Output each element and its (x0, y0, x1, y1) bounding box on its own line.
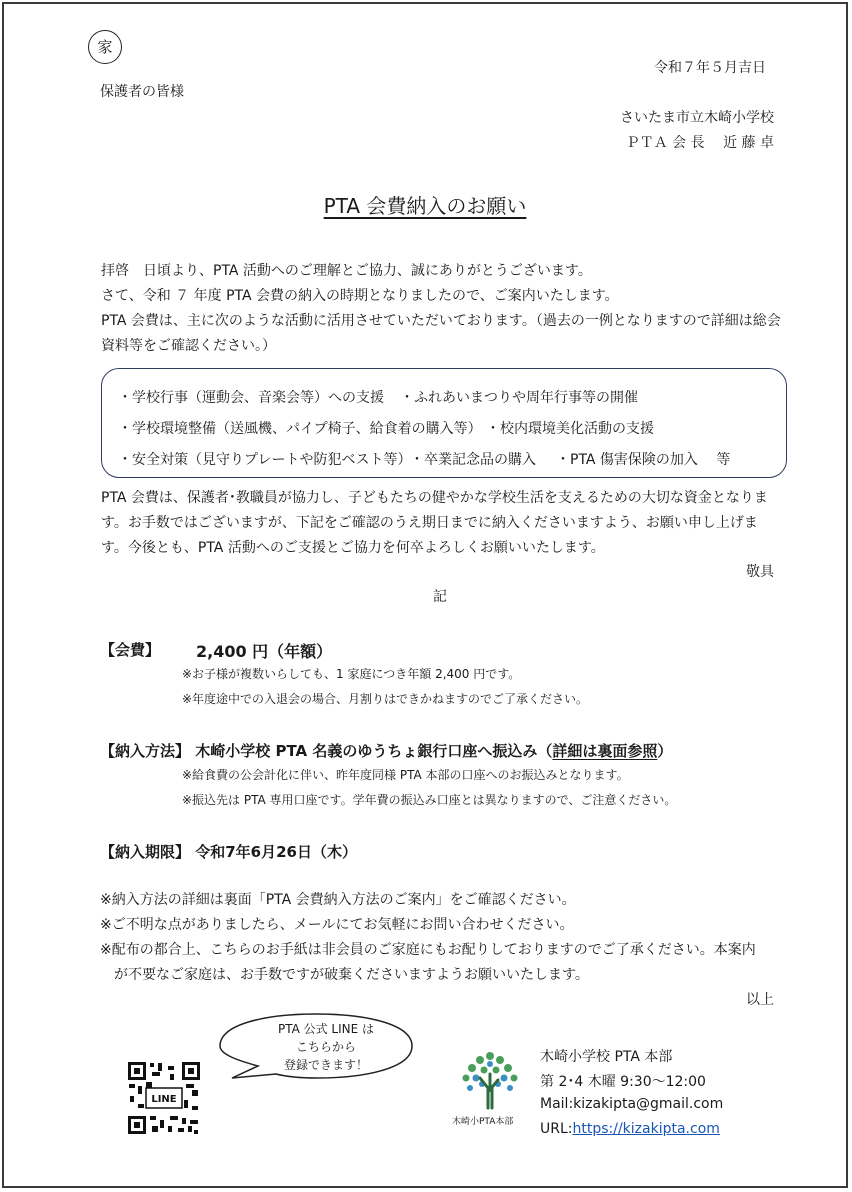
family-stamp: 家 (88, 30, 122, 64)
activities-box (101, 368, 787, 478)
activity-item: ・安全対策（見守りプレートや防犯ベスト等） (118, 452, 412, 468)
fee-note: ※お子様が複数いらしても、1 家庭につき年額 2,400 円です。 (182, 667, 521, 681)
bubble-text: PTA 公式 LINE は こちらから 登録できます！ (277, 1022, 375, 1072)
intro-line-1: 拝啓 日頃より、PTA 活動へのご理解とご協力、誠にありがとうございます。 (101, 263, 592, 279)
intro-line-2: さて、令和 ７ 年度 PTA 会費の納入の時期となりましたので、ご案内いたします。 (101, 288, 619, 304)
website-row: URL:https://kizakipta.com (540, 1121, 720, 1137)
fee-label: 【会費】 (100, 641, 161, 659)
website-link[interactable]: https://kizakipta.com (572, 1121, 720, 1137)
ki-marker: 記 (433, 589, 447, 605)
school-name: さいたま市立木崎小学校 (620, 110, 774, 126)
logo-caption: 木崎小PTA本部 (452, 1117, 514, 1127)
office-hours: 第 2･4 木曜 9:30～12:00 (540, 1074, 706, 1090)
activity-item: ・ふれあいまつりや周年行事等の開催 (400, 390, 638, 406)
closing-ijo: 以上 (746, 992, 774, 1008)
activity-item: ・学校環境整備（送風機、パイプ椅子、給食着の購入等） (118, 421, 482, 437)
fee-note: ※年度途中での入退会の場合、月割りはできかねますのでご了承ください。 (182, 692, 589, 706)
note-line: ※配布の都合上、こちらのお手紙は非会員のご家庭にもお配りしておりますのでご了承ください。本案内 (100, 942, 756, 958)
tree-logo-icon (458, 1048, 522, 1112)
method-note: ※給食費の公会計化に伴い、昨年度同様 PTA 本部の口座へのお振込みとなります。 (182, 768, 629, 782)
note-line: ※納入方法の詳細は裏面「PTA 会費納入方法のご案内」をご確認ください。 (100, 892, 576, 908)
page-title: PTA 会費納入のお願い (323, 194, 527, 218)
intro-line-3: PTA 会費は、主に次のような活動に活用させていただいております。（過去の一例となりますので詳細は総会資料等をご確認ください。） (101, 313, 781, 354)
deadline-date: 令和7年6月26日（木） (195, 843, 357, 861)
details-reference: 詳細は裏面参照 (552, 742, 658, 760)
method-text: 木崎小学校 PTA 名義のゆうちょ銀行口座へ振込み（ (195, 742, 553, 760)
body-paragraph: PTA 会費は、保護者･教職員が協力し、子どもたちの健やかな学校生活を支えるための大切な資金となります。お手数ではございますが、下記をご確認のうえ期日までに納入くださいますよう、お願い申し上げます。今後とも、PTA 活動へのご支援とご協力を何卒よろしくお願いいたします。 (101, 490, 768, 556)
activity-item: ・卒業記念品の購入 (410, 452, 536, 468)
method-label: 【納入方法】 木崎小学校 PTA 名義のゆうちょ銀行口座へ振込み（詳細は裏面参照） (100, 742, 673, 760)
contact-email[interactable]: Mail:kizakipta@gmail.com (540, 1096, 724, 1112)
activity-item: ・PTA 傷害保険の加入 等 (556, 452, 731, 468)
line-qr-code[interactable] (126, 1060, 202, 1136)
sender-name: ＰＴＡ 会 長 近 藤 卓 (625, 135, 774, 151)
letter-page (2, 2, 848, 1188)
method-note: ※振込先は PTA 専用口座です。学年費の振込み口座とは異なりますので、ご注意ください。 (182, 793, 677, 807)
activity-item: ・学校行事（運動会、音楽会等）への支援 (118, 390, 384, 406)
fee-amount: 2,400 円（年額） (196, 642, 333, 661)
closing-keigu: 敬具 (746, 564, 774, 580)
recipient: 保護者の皆様 (100, 84, 184, 100)
qr-line-label: LINE (151, 1094, 177, 1105)
org-name: 木崎小学校 PTA 本部 (540, 1049, 673, 1065)
note-line: ※ご不明な点がありましたら、メールにてお気軽にお問い合わせください。 (100, 917, 574, 933)
note-line: が不要なご家庭は、お手数ですが破棄くださいますようお願いいたします。 (114, 967, 589, 983)
issue-date: 令和７年５月吉日 (654, 60, 766, 76)
activity-item: ・校内環境美化活動の支援 (486, 421, 654, 437)
deadline-label: 【納入期限】 令和7年6月26日（木） (100, 843, 357, 861)
